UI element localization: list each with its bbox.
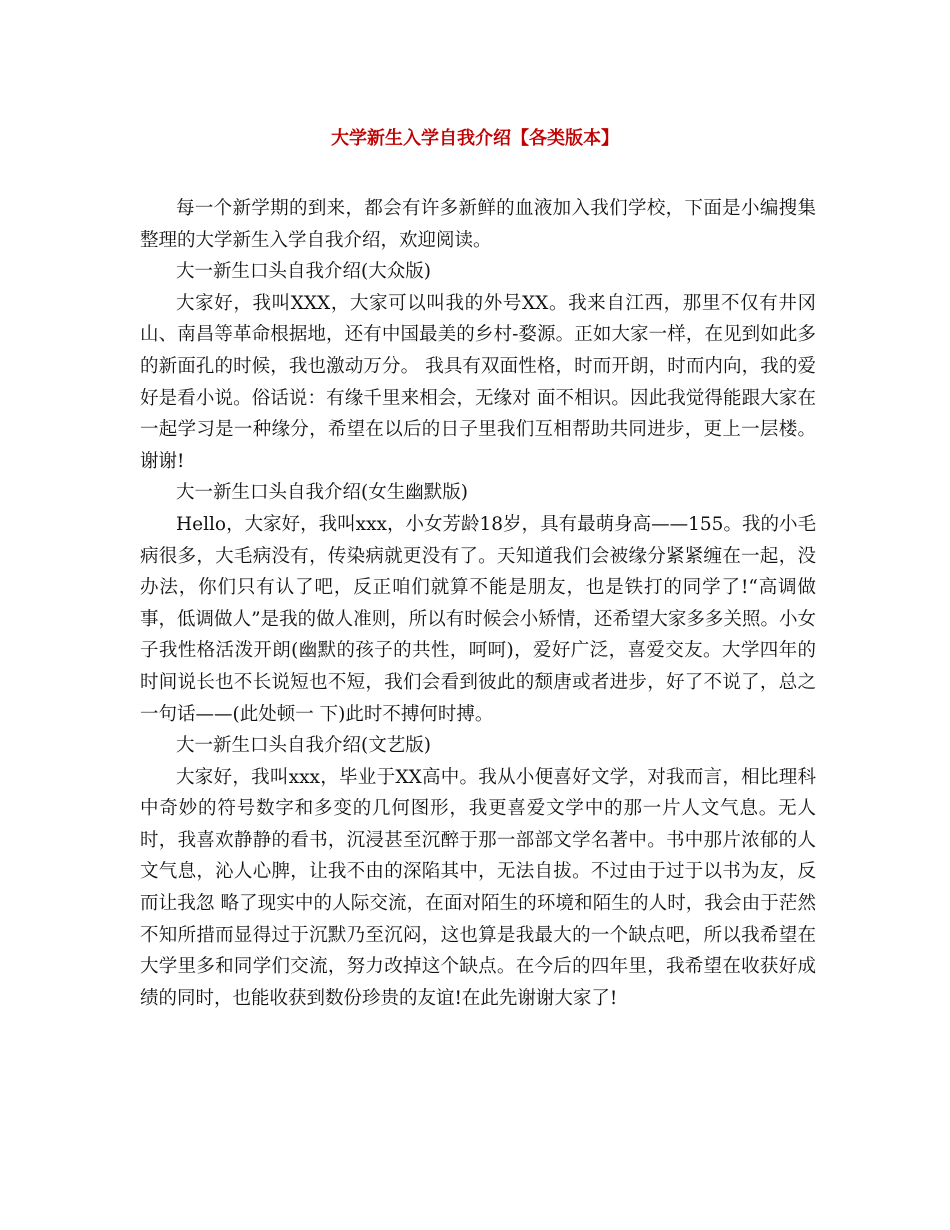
document-title: 大学新生入学自我介绍【各类版本】: [331, 128, 619, 149]
document-body: [140, 193, 816, 1014]
section-heading-popular: 大一新生口头自我介绍(大众版): [176, 261, 431, 283]
section-heading-humor: 大一新生口头自我介绍(女生幽默版): [176, 482, 468, 504]
section-body-popular: 大家好，我叫XXX，大家可以叫我的外号XX。我来自江西，那里不仅有井冈山、南昌等革命根据地，还有中国最美的乡村-婺源。正如大家一样，在见到如此多的新面孔的时候，我也激动万分。 我具有双面性格，时而开朗，时而内向，我的爱好是看小说。俗话说：有缘千里来相会，无缘对 面不相识。因此我觉得能跟大家在一起学习是一种缘分，希望在以后的日子里我们互相帮助共同进步，更上一层楼。谢谢!: [140, 292, 816, 472]
section-body-humor: Hello，大家好，我叫xxx，小女芳龄18岁，具有最萌身高——155。我的小毛病很多，大毛病没有，传染病就更没有了。天知道我们会被缘分紧紧缠在一起，没办法，你们只有认了吧，反正咱们就算不能是朋友，也是铁打的同学了!“高调做事，低调做人”是我的做人准则，所以有时候会小矫情，还希望大家多多关照。小女子我性格活泼开朗(幽默的孩子的共性，呵呵)，爱好广泛，喜爱交友。大学四年的时间说长也不长说短也不短，我们会看到彼此的颓唐或者进步，好了不说了，总之一句话——(此处顿一 下)此时不搏何时搏。: [140, 513, 816, 725]
section-body-literary: 大家好，我叫xxx，毕业于XX高中。我从小便喜好文学，对我而言，相比理科中奇妙的符号数字和多变的几何图形，我更喜爱文学中的那一片人文气息。无人时，我喜欢静静的看书，沉浸甚至沉醉于那一部部文学名著中。书中那片浓郁的人文气息，沁人心脾，让我不由的深陷其中，无法自拔。不过由于过于以书为友，反而让我忽 略了现实中的人际交流，在面对陌生的环境和陌生的人时，我会由于茫然不知所措而显得过于沉默乃至沉闷，这也算是我最大的一个缺点吧，所以我希望在大学里多和同学们交流，努力改掉这个缺点。在今后的四年里，我希望在收获好成绩的同时，也能收获到数份珍贵的友谊!在此先谢谢大家了!: [140, 766, 816, 1009]
section-heading-literary: 大一新生口头自我介绍(文艺版): [176, 735, 431, 757]
intro-paragraph: 每一个新学期的到来，都会有许多新鲜的血液加入我们学校，下面是小编搜集整理的大学新生入学自我介绍，欢迎阅读。: [140, 198, 816, 251]
